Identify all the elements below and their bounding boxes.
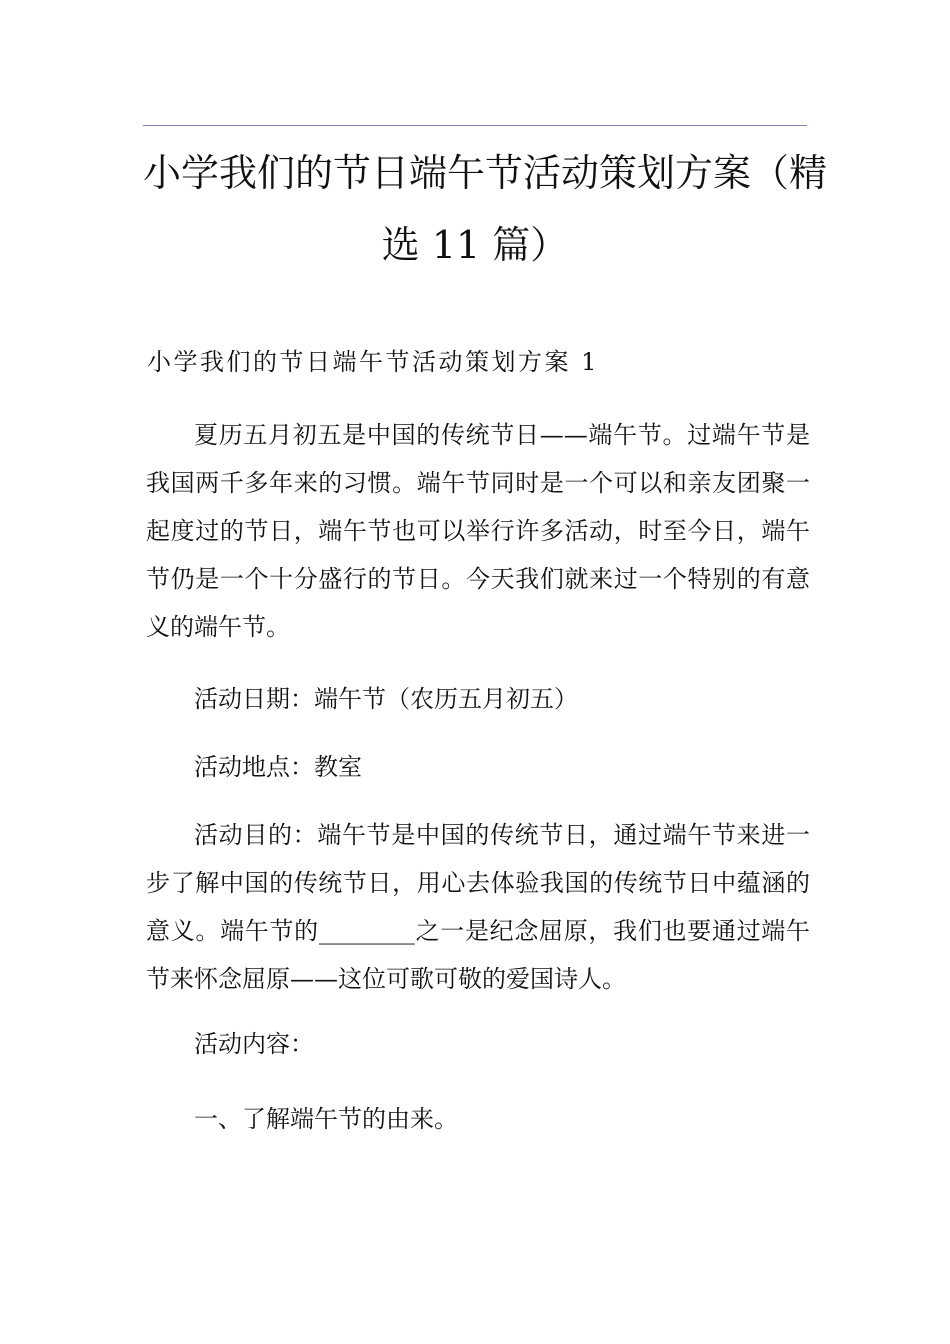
paragraph-location: 活动地点：教室 [194,753,362,781]
header-rule [143,125,807,126]
section-heading: 小学我们的节日端午节活动策划方案 1 [147,348,599,376]
document-title-line-1: 小学我们的节日端午节活动策划方案（精 [143,151,828,195]
paragraph-intro: 夏历五月初五是中国的传统节日——端午节。过端午节是我国两千多年来的习惯。端午节同时是一个可以和亲友团聚一起度过的节日，端午节也可以举行许多活动，时至今日，端午节仍是一个十分盛行的节日。今天我们就来过一个特别的有意义的端午节。 [146,421,810,641]
paragraph-purpose: 活动目的：端午节是中国的传统节日，通过端午节来进一步了解中国的传统节日，用心去体验我国的传统节日中蕴涵的意义。端午节的________之一是纪念屈原，我们也要通过端午节来怀念屈原——这位可歌可敬的爱国诗人。 [146,821,810,993]
document-title-line-2: 选 11 篇） [381,223,569,267]
paragraph-item-1: 一、了解端午节的由来。 [194,1105,458,1133]
paragraph-date: 活动日期：端午节（农历五月初五） [194,685,578,713]
paragraph-content-label: 活动内容： [194,1030,314,1058]
